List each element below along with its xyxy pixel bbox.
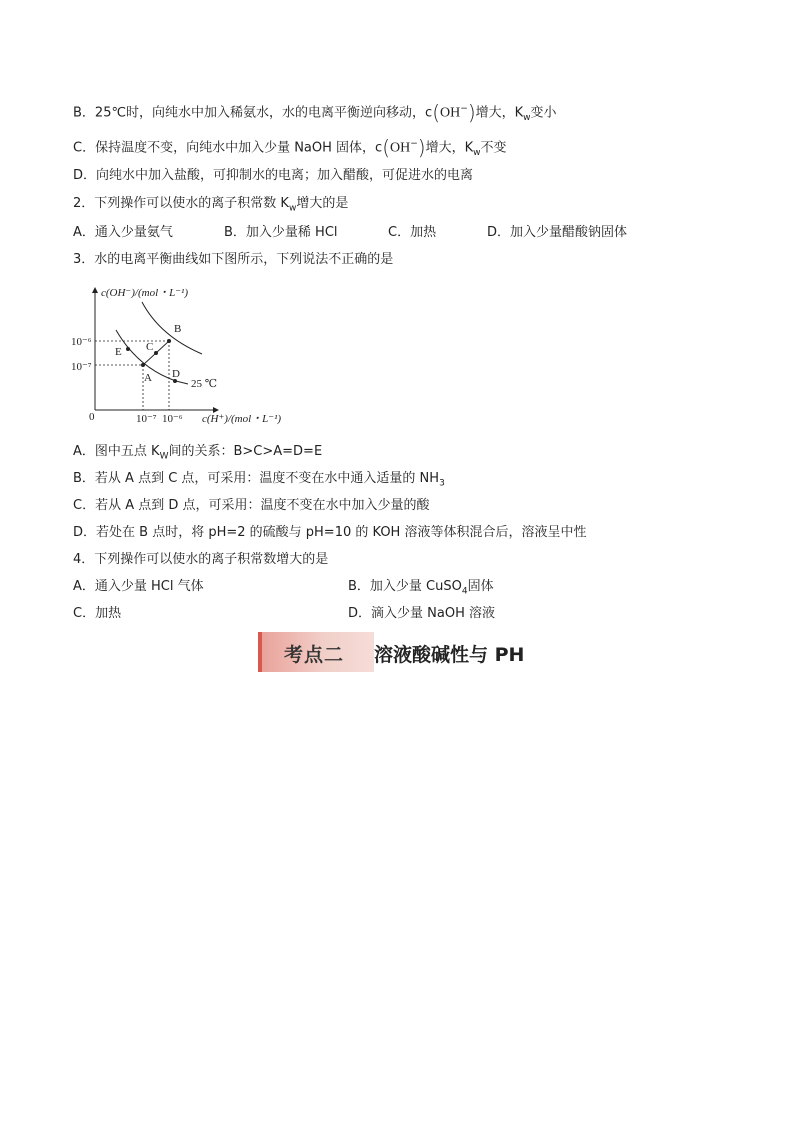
q3-option-c: C．若从 A 点到 D 点，可采用：温度不变在水中加入少量的酸 bbox=[73, 498, 430, 513]
q1-option-b: B．25℃时，向纯水中加入稀氨水，水的电离平衡逆向移动，c(OH−)增大，$K_w$变小 bbox=[73, 100, 557, 125]
point-e bbox=[126, 347, 130, 351]
q2-option-b: B．加入少量稀 HCl bbox=[224, 225, 338, 240]
curve-label-25c: 25 ℃ bbox=[191, 378, 218, 390]
origin-label: 0 bbox=[89, 411, 95, 423]
q2-option-d: D．加入少量醋酸钠固体 bbox=[487, 225, 628, 240]
q1-option-c: C．保持温度不变，向纯水中加入少量 NaOH 固体，c(OH−)增大，$K_w$不变 bbox=[73, 135, 507, 160]
q4-option-b: B．加入少量 CuSO$_4$固体 bbox=[348, 579, 494, 597]
y-tick-1e-6: 10⁻⁶ bbox=[71, 336, 92, 348]
section-heading-number: 考点二 bbox=[284, 644, 345, 666]
point-d-label: D bbox=[172, 368, 180, 380]
point-c bbox=[154, 351, 158, 355]
point-a bbox=[141, 363, 145, 367]
q3-option-a: A．图中五点 $K_W$间的关系：B>C>A=D=E bbox=[73, 444, 323, 462]
point-a-label: A bbox=[144, 372, 152, 384]
q4-option-d: D．滴入少量 NaOH 溶液 bbox=[348, 606, 495, 621]
y-axis-label: c(OH⁻)/(mol・L⁻¹) bbox=[101, 287, 189, 299]
x-tick-1e-7: 10⁻⁷ bbox=[136, 413, 157, 425]
point-e-label: E bbox=[115, 346, 122, 358]
ionization-curve-graph bbox=[68, 280, 298, 430]
section-heading bbox=[258, 632, 548, 672]
y-tick-1e-7: 10⁻⁷ bbox=[71, 361, 92, 373]
q3-option-b: B．若从 A 点到 C 点，可采用：温度不变在水中通入适量的 $NH_3$ bbox=[73, 471, 445, 489]
q4-option-c: C．加热 bbox=[73, 606, 122, 621]
q4-stem: 4．下列操作可以使水的离子积常数增大的是 bbox=[73, 552, 329, 567]
section-heading-title: 溶液酸碱性与 PH bbox=[374, 644, 525, 666]
q2-option-c: C．加热 bbox=[388, 225, 437, 240]
point-b bbox=[167, 339, 171, 343]
q2-option-a: A．通入少量氨气 bbox=[73, 225, 173, 240]
q2-stem: 2．下列操作可以使水的离子积常数 $K_w$增大的是 bbox=[73, 196, 349, 214]
x-axis-label: c(H⁺)/(mol・L⁻¹) bbox=[202, 413, 282, 425]
q1-option-d: D．向纯水中加入盐酸，可抑制水的电离；加入醋酸，可促进水的电离 bbox=[73, 168, 474, 183]
point-b-label: B bbox=[174, 323, 182, 335]
q3-option-d: D．若处在 B 点时，将 pH=2 的硫酸与 pH=10 的 KOH 溶液等体积混合后，溶液呈中性 bbox=[73, 525, 587, 540]
q3-stem: 3．水的电离平衡曲线如下图所示，下列说法不正确的是 bbox=[73, 252, 394, 267]
point-c-label: C bbox=[146, 341, 154, 353]
q4-option-a: A．通入少量 HCl 气体 bbox=[73, 579, 204, 594]
x-tick-1e-6: 10⁻⁶ bbox=[162, 413, 183, 425]
